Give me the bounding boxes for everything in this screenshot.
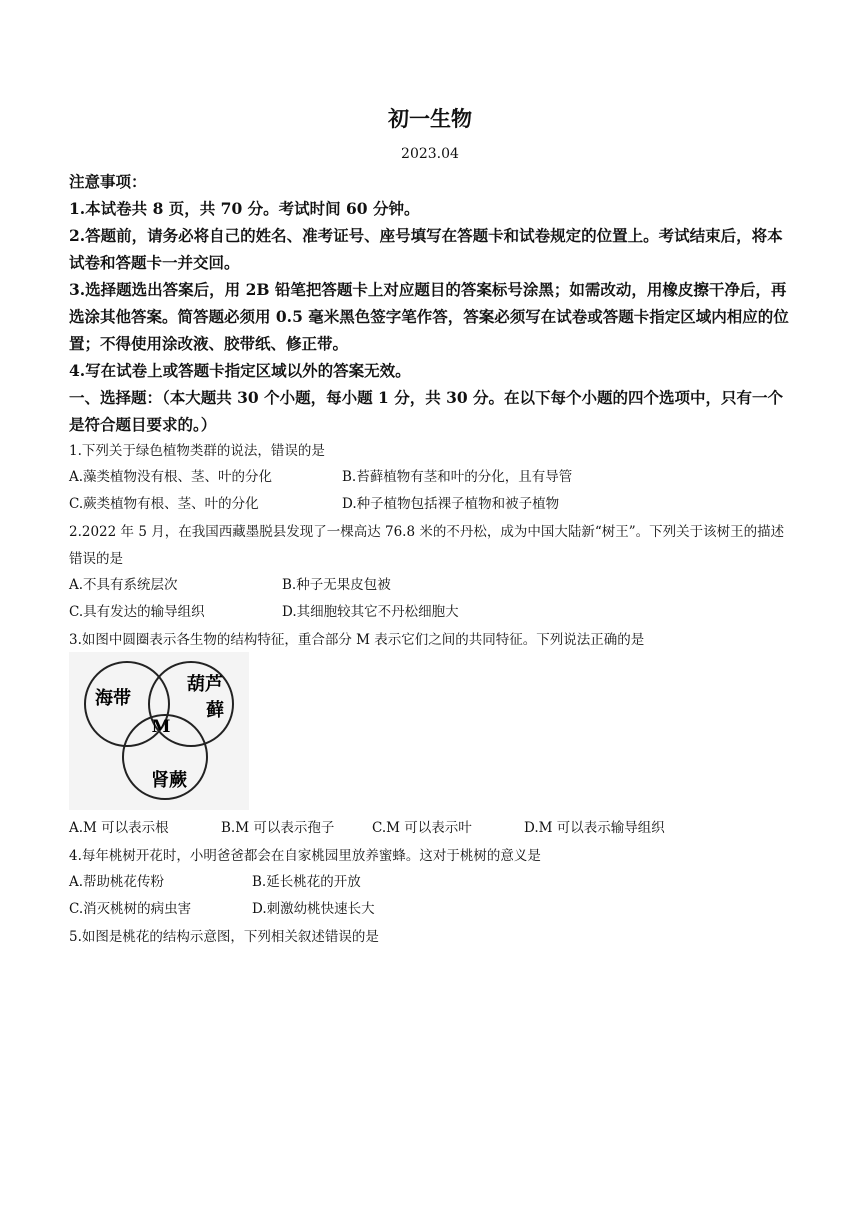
notice-item-2: 2.答题前，请务必将自己的姓名、准考证号、座号填写在答题卡和试卷规定的位置上。考试结束后，将本试卷和答题卡一并交回。 [69, 226, 783, 272]
question-2-option-a: A.不具有系统层次 [69, 577, 178, 593]
question-1-option-b: B.苔藓植物有茎和叶的分化，且有导管 [342, 469, 573, 485]
question-1-option-a: A.藻类植物没有根、茎、叶的分化 [69, 469, 273, 485]
question-5-stem: 5.如图是桃花的结构示意图，下列相关叙述错误的是 [69, 929, 379, 945]
section-heading: 一、选择题：（本大题共 30 个小题，每小题 1 分，共 30 分。在以下每个小题的四个选项中，只有一个是符合题目要求的。） [69, 388, 784, 434]
question-4-stem: 4.每年桃树开花时，小明爸爸都会在自家桃园里放养蜜蜂。这对于桃树的意义是 [69, 848, 541, 864]
notice-item-3: 3.选择题选出答案后，用 2B 铅笔把答题卡上对应题目的答案标号涂黑；如需改动，用橡皮擦干净后，再选涂其他答案。简答题必须用 0.5 毫米黑色签字笔作答，答案必须写在试卷或答题卡指定区域内相应的位置；不得使用涂改液、胶带纸、修正带。 [69, 280, 789, 353]
question-3-option-c: C.M 可以表示叶 [372, 820, 472, 836]
notice-item-1: 1.本试卷共 8 页，共 70 分。考试时间 60 分钟。 [69, 199, 420, 218]
question-4-option-b: B.延长桃花的开放 [252, 874, 361, 890]
question-1-option-d: D.种子植物包括裸子植物和被子植物 [342, 496, 560, 512]
label-xian: 藓 [206, 700, 224, 721]
question-2-stem: 2.2022 年 5 月，在我国西藏墨脱县发现了一棵高达 76.8 米的不丹松，成为中国大陆新“树王”。下列关于该树王的描述错误的是 [69, 524, 785, 567]
venn-diagram [69, 652, 249, 810]
question-4-option-d: D.刺激幼桃快速长大 [252, 901, 375, 917]
question-2-option-b: B.种子无果皮包被 [282, 577, 391, 593]
question-3-option-b: B.M 可以表示孢子 [221, 820, 335, 836]
question-3-option-d: D.M 可以表示输导组织 [524, 820, 665, 836]
label-hulu: 葫芦 [187, 674, 223, 695]
label-haidai: 海带 [95, 688, 131, 709]
question-3-option-a: A.M 可以表示根 [69, 820, 169, 836]
notice-heading: 注意事项： [69, 172, 147, 191]
exam-title: 初一生物 [388, 106, 472, 131]
question-4-option-c: C.消灭桃树的病虫害 [69, 901, 192, 917]
question-1-option-c: C.蕨类植物有根、茎、叶的分化 [69, 496, 259, 512]
exam-date: 2023.04 [401, 146, 459, 162]
notice-item-4: 4.写在试卷上或答题卡指定区域以外的答案无效。 [69, 361, 411, 380]
question-4-option-a: A.帮助桃花传粉 [69, 874, 165, 890]
question-2-option-d: D.其细胞较其它不丹松细胞大 [282, 604, 459, 620]
question-3-stem: 3.如图中圆圈表示各生物的结构特征，重合部分 M 表示它们之间的共同特征。下列说法正确的是 [69, 632, 645, 648]
label-shenjue: 肾蕨 [151, 770, 187, 791]
label-m: M [151, 717, 171, 737]
question-1-stem: 1.下列关于绿色植物类群的说法，错误的是 [69, 443, 325, 459]
question-2-option-c: C.具有发达的输导组织 [69, 604, 205, 620]
